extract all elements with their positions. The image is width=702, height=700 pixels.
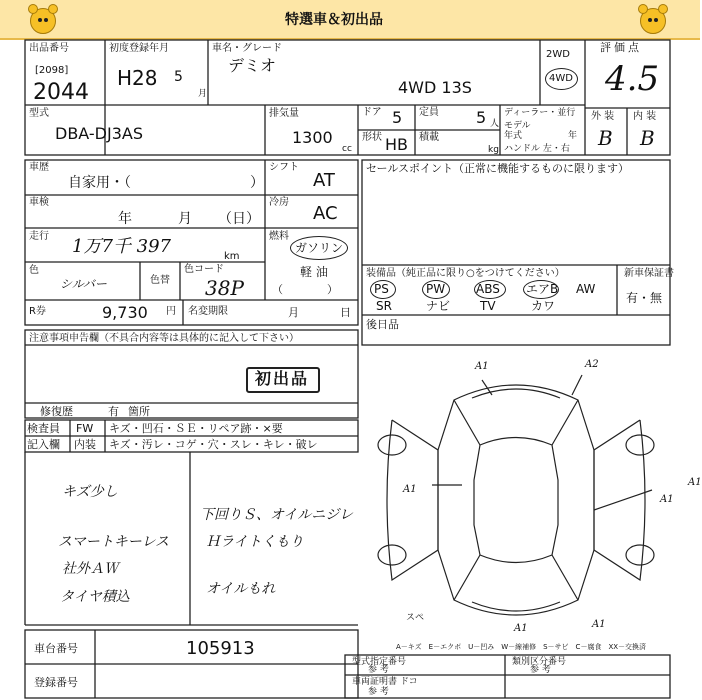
drive-value: 4WD bbox=[549, 73, 573, 84]
equipment-item: SR bbox=[376, 299, 392, 313]
color-label: 色 bbox=[29, 265, 39, 276]
lot-label: 出品番号 bbox=[29, 43, 69, 54]
capacity: 5 bbox=[476, 108, 487, 127]
banner-title: 特選車＆初出品 bbox=[285, 12, 383, 28]
body-shape-label: 形状 bbox=[362, 132, 382, 143]
registration-label: 初度登録年月 bbox=[109, 43, 169, 54]
fuel-paren: （ ） bbox=[272, 283, 338, 296]
history-label: 車歴 bbox=[29, 162, 49, 173]
car-right-side bbox=[594, 420, 645, 580]
capacity-label: 定員 bbox=[419, 107, 439, 118]
certificate-label: 車両証明書 bbox=[352, 677, 398, 687]
displacement: 1300 bbox=[292, 128, 333, 147]
damage-mark: A1 bbox=[592, 619, 606, 630]
color-value: シルバー bbox=[60, 277, 107, 291]
exterior-label: 外 装 bbox=[591, 111, 615, 122]
doors: 5 bbox=[392, 108, 403, 127]
note-left: 社外ＡＷ bbox=[62, 561, 118, 577]
history-close: ） bbox=[250, 175, 264, 191]
note-right: Ｈライトくもり bbox=[206, 534, 304, 550]
aircon-value: AC bbox=[313, 203, 338, 224]
rear-seat-label: 後日品 bbox=[366, 318, 399, 331]
notice-label: 注意事項申告欄（不具合内容等は具体的に記入して下さい） bbox=[29, 333, 299, 344]
model-year-unit: 年 bbox=[568, 131, 578, 141]
class-number-sub: 参 考 bbox=[530, 665, 551, 675]
registration-year: H28 bbox=[117, 66, 158, 90]
car-damage-diagram bbox=[362, 350, 670, 650]
equipment-item: ナビ bbox=[426, 299, 451, 313]
plate-label: 登録番号 bbox=[34, 676, 78, 689]
history-value: 自家用・（ bbox=[68, 175, 131, 191]
load-label: 積載 bbox=[419, 132, 439, 143]
drive-label: 2WD bbox=[546, 49, 570, 60]
inspector-label-2: 記入欄 bbox=[27, 438, 60, 451]
interior-grade: B bbox=[640, 126, 655, 150]
registration-month: 5 bbox=[174, 69, 183, 85]
sales-point-label: セールスポイント（正常に機能するものに限ります） bbox=[366, 162, 630, 175]
tax-month: 月 bbox=[288, 306, 299, 319]
equipment-item: カワ bbox=[531, 299, 556, 313]
class-number-label: 類別区分番号 bbox=[512, 657, 567, 667]
wheel-front-right bbox=[626, 435, 654, 455]
equipment-item: ABS bbox=[476, 282, 500, 296]
repair-label: 修復歴 bbox=[40, 405, 73, 418]
equipment-circle bbox=[422, 280, 450, 299]
evaluation-score: 4.5 bbox=[605, 59, 660, 99]
repair-place: 箇所 bbox=[128, 405, 150, 418]
interior-label: 内 装 bbox=[633, 111, 657, 122]
front-bumper bbox=[472, 389, 560, 398]
equipment-item: AW bbox=[576, 282, 596, 296]
mileage-label: 走行 bbox=[29, 231, 49, 242]
equipment-label: 装備品（純正品に限り○をつけてください） bbox=[366, 268, 565, 279]
inspection-month: 月 bbox=[178, 211, 192, 227]
doors-label: ドア bbox=[362, 107, 382, 118]
chassis-label: 車台番号 bbox=[34, 642, 78, 655]
note-left: スマートキーレス bbox=[58, 534, 170, 550]
warranty-value: 有・無 bbox=[626, 291, 663, 305]
color-code-label: 色コード bbox=[184, 264, 224, 275]
car-grade: 4WD 13S bbox=[398, 78, 472, 97]
equipment-item: PW bbox=[426, 282, 446, 296]
inspector-row-1: キズ・凹石・ＳＥ・リペア跡・×要 bbox=[109, 422, 283, 435]
capacity-unit: 人 bbox=[490, 119, 500, 129]
certificate-sub: 参 考 bbox=[368, 687, 389, 697]
equipment-circle bbox=[523, 280, 559, 299]
inspector-row-2: キズ・汚レ・コゲ・穴・スレ・キレ・破レ bbox=[109, 438, 318, 451]
inspector-label-1: 検査員 bbox=[27, 422, 60, 435]
registration-month-unit: 月 bbox=[198, 89, 208, 99]
fuel-diesel: 軽 油 bbox=[300, 265, 328, 279]
damage-mark: A1 bbox=[475, 361, 489, 372]
spec-number-label: 型式指定番号 bbox=[352, 657, 407, 667]
car-name-label: 車名・グレード bbox=[212, 43, 282, 54]
color-change-label: 色替 bbox=[150, 275, 170, 286]
aircon-label: 冷房 bbox=[269, 197, 289, 208]
displacement-unit: cc bbox=[342, 144, 352, 154]
note-right: 下回りＳ、オイルニジレ bbox=[200, 507, 353, 523]
rear-bumper bbox=[472, 602, 560, 611]
wheel-rear-left bbox=[378, 545, 406, 565]
damage-mark: A1 bbox=[514, 623, 528, 634]
first-listing-stamp-text: 初出品 bbox=[255, 369, 310, 388]
tax-label: 名変期限 bbox=[188, 306, 228, 317]
model-code: DBA-DJ3AS bbox=[55, 124, 143, 143]
damage-mark: A2 bbox=[585, 359, 599, 370]
tax-day: 日 bbox=[340, 306, 351, 319]
damage-pointer bbox=[594, 490, 652, 510]
lot-number: 2044 bbox=[33, 80, 89, 105]
recycle-label: R券 bbox=[29, 306, 46, 317]
foot-label: ドコ bbox=[400, 677, 418, 687]
damage-mark: A1 bbox=[688, 477, 702, 488]
fuel-gasoline: ガソリン bbox=[295, 241, 344, 255]
car-hood bbox=[454, 400, 578, 600]
equipment-circle bbox=[370, 280, 396, 299]
lot-sub-code: [2098] bbox=[35, 65, 69, 76]
model-code-label: 型式 bbox=[29, 108, 49, 119]
chassis-number: 105913 bbox=[186, 638, 255, 659]
spec-number-sub: 参 考 bbox=[368, 665, 389, 675]
equipment-row-2 bbox=[366, 300, 616, 316]
load-unit: kg bbox=[488, 145, 499, 155]
recycle-unit: 円 bbox=[166, 306, 176, 317]
handle-label: ハンドル 左・右 bbox=[504, 144, 570, 154]
damage-mark: A1 bbox=[403, 484, 417, 495]
note-left: キズ少し bbox=[62, 484, 118, 500]
damage-pointer bbox=[572, 375, 582, 395]
equipment-circle bbox=[474, 280, 506, 299]
shift-label: シフト bbox=[269, 162, 299, 173]
color-code: 38P bbox=[205, 276, 244, 300]
exterior-grade: B bbox=[598, 126, 613, 150]
car-name: デミオ bbox=[228, 56, 277, 75]
warranty-label: 新車保証書 bbox=[624, 268, 674, 279]
displacement-label: 排気量 bbox=[269, 108, 299, 119]
wheel-front-left bbox=[378, 435, 406, 455]
repair-value: 有 bbox=[108, 405, 119, 418]
note-left: タイヤ積込 bbox=[60, 589, 130, 605]
inspection-day: （日） bbox=[218, 211, 260, 227]
inspector-fw: FW bbox=[76, 422, 94, 435]
recycle-value: 9,730 bbox=[102, 303, 148, 322]
mirror-label: スペ bbox=[406, 613, 425, 623]
fuel-label: 燃料 bbox=[269, 231, 289, 242]
shift-value: AT bbox=[313, 170, 335, 191]
car-outline bbox=[438, 385, 594, 615]
mileage-value: 1万7千 397 bbox=[72, 236, 171, 257]
inspector-interior: 内装 bbox=[74, 438, 96, 451]
model-year-label: モデル年式 bbox=[504, 121, 531, 141]
wheel-rear-right bbox=[626, 545, 654, 565]
note-right: オイルもれ bbox=[206, 581, 276, 597]
equipment-item: PS bbox=[374, 282, 389, 296]
body-shape: HB bbox=[385, 135, 409, 154]
car-roof bbox=[474, 438, 558, 563]
equipment-item: エアB bbox=[526, 282, 559, 296]
damage-legend: A－キズ E－エクボ U－凹み W－線補修 S－サビ C－腐食 XX－交換済 bbox=[396, 643, 647, 651]
mileage-unit: km bbox=[224, 251, 240, 262]
car-left-side bbox=[387, 420, 438, 580]
inspection-label: 車検 bbox=[29, 197, 49, 208]
evaluation-label: 評価点 bbox=[600, 41, 642, 54]
damage-mark: A1 bbox=[660, 494, 674, 505]
equipment-item: TV bbox=[480, 299, 496, 313]
inspection-year: 年 bbox=[118, 211, 132, 227]
dealer-label: ディーラー・並行 bbox=[504, 108, 576, 118]
